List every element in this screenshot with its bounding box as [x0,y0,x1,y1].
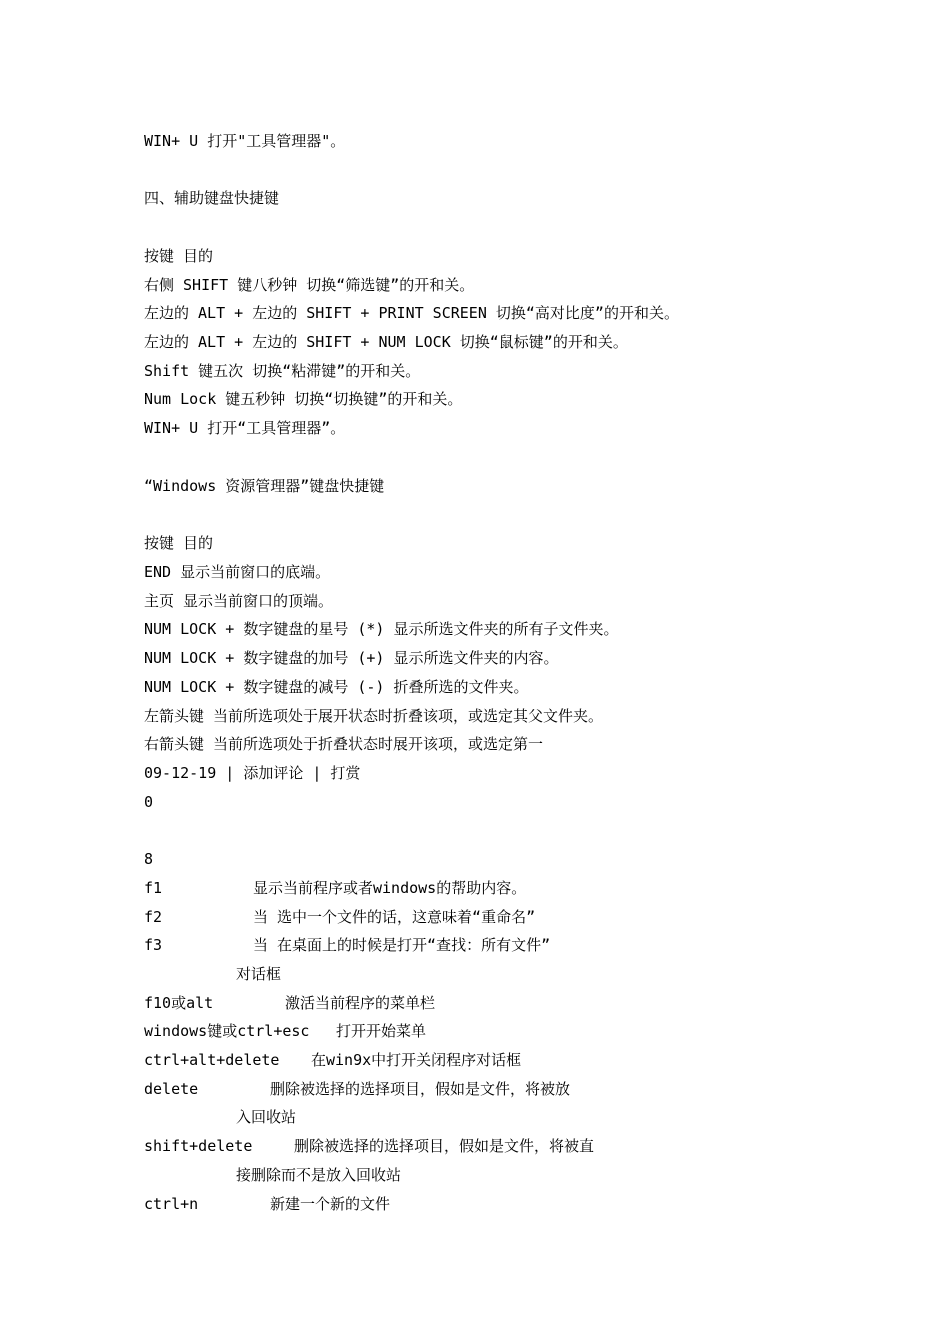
text-line: END 显示当前窗口的底端。 [144,563,331,581]
count-value: 0 [144,793,154,811]
shortcut-desc-continued: 入回收站 [236,1108,297,1126]
shortcut-desc: 显示当前程序或者windows的帮助内容。 [253,879,527,897]
shortcut-desc: 当 在桌面上的时候是打开“查找：所有文件” [253,936,551,954]
count-value: 8 [144,850,154,868]
text-line: NUM LOCK + 数字键盘的加号 (+) 显示所选文件夹的内容。 [144,649,559,667]
shortcut-desc: 删除被选择的选择项目，假如是文件，将被放 [270,1080,571,1098]
section-heading: 四、辅助键盘快捷键 [144,189,280,207]
text-line: 右侧 SHIFT 键八秒钟 切换“筛选键”的开和关。 [144,276,475,294]
text-line: NUM LOCK + 数字键盘的减号 (-) 折叠所选的文件夹。 [144,678,529,696]
shortcut-key: f3 [144,936,163,954]
shortcut-key: ctrl+alt+delete [144,1051,280,1069]
text-line: WIN+ U 打开"工具管理器"。 [144,132,346,150]
text-line: 左边的 ALT + 左边的 SHIFT + PRINT SCREEN 切换“高对比度”的开和关。 [144,304,679,322]
table-header: 按键 目的 [144,534,214,552]
shortcut-key: delete [144,1080,199,1098]
table-header: 按键 目的 [144,247,214,265]
shortcut-desc: 新建一个新的文件 [270,1195,391,1213]
shortcut-key: f1 [144,879,163,897]
text-line: NUM LOCK + 数字键盘的星号 (*) 显示所选文件夹的所有子文件夹。 [144,620,619,638]
text-line: 主页 显示当前窗口的顶端。 [144,592,334,610]
section-heading: “Windows 资源管理器”键盘快捷键 [144,477,385,495]
shortcut-key: ctrl+n [144,1195,199,1213]
text-line: 左箭头键 当前所选项处于展开状态时折叠该项，或选定其父文件夹。 [144,707,604,725]
shortcut-desc: 在win9x中打开关闭程序对话框 [311,1051,522,1069]
shortcut-desc-continued: 对话框 [236,965,282,983]
text-line: Shift 键五次 切换“粘滞键”的开和关。 [144,362,421,380]
text-line: 右箭头键 当前所选项处于折叠状态时展开该项，或选定第一 [144,735,544,753]
shortcut-desc: 打开开始菜单 [336,1022,427,1040]
shortcut-key: shift+delete [144,1137,253,1155]
text-line: Num Lock 键五秒钟 切换“切换键”的开和关。 [144,390,463,408]
shortcut-desc: 当 选中一个文件的话，这意味着“重命名” [253,908,536,926]
shortcut-key: f10或alt [144,994,214,1012]
shortcut-desc-continued: 接删除而不是放入回收站 [236,1166,402,1184]
shortcut-key: windows键或ctrl+esc [144,1022,310,1040]
text-line: WIN+ U 打开“工具管理器”。 [144,419,346,437]
post-meta: 09-12-19 | 添加评论 | 打赏 [144,764,361,782]
text-line: 左边的 ALT + 左边的 SHIFT + NUM LOCK 切换“鼠标键”的开和关。 [144,333,628,351]
shortcut-desc: 删除被选择的选择项目，假如是文件，将被直 [294,1137,595,1155]
shortcut-desc: 激活当前程序的菜单栏 [285,994,436,1012]
shortcut-key: f2 [144,908,163,926]
